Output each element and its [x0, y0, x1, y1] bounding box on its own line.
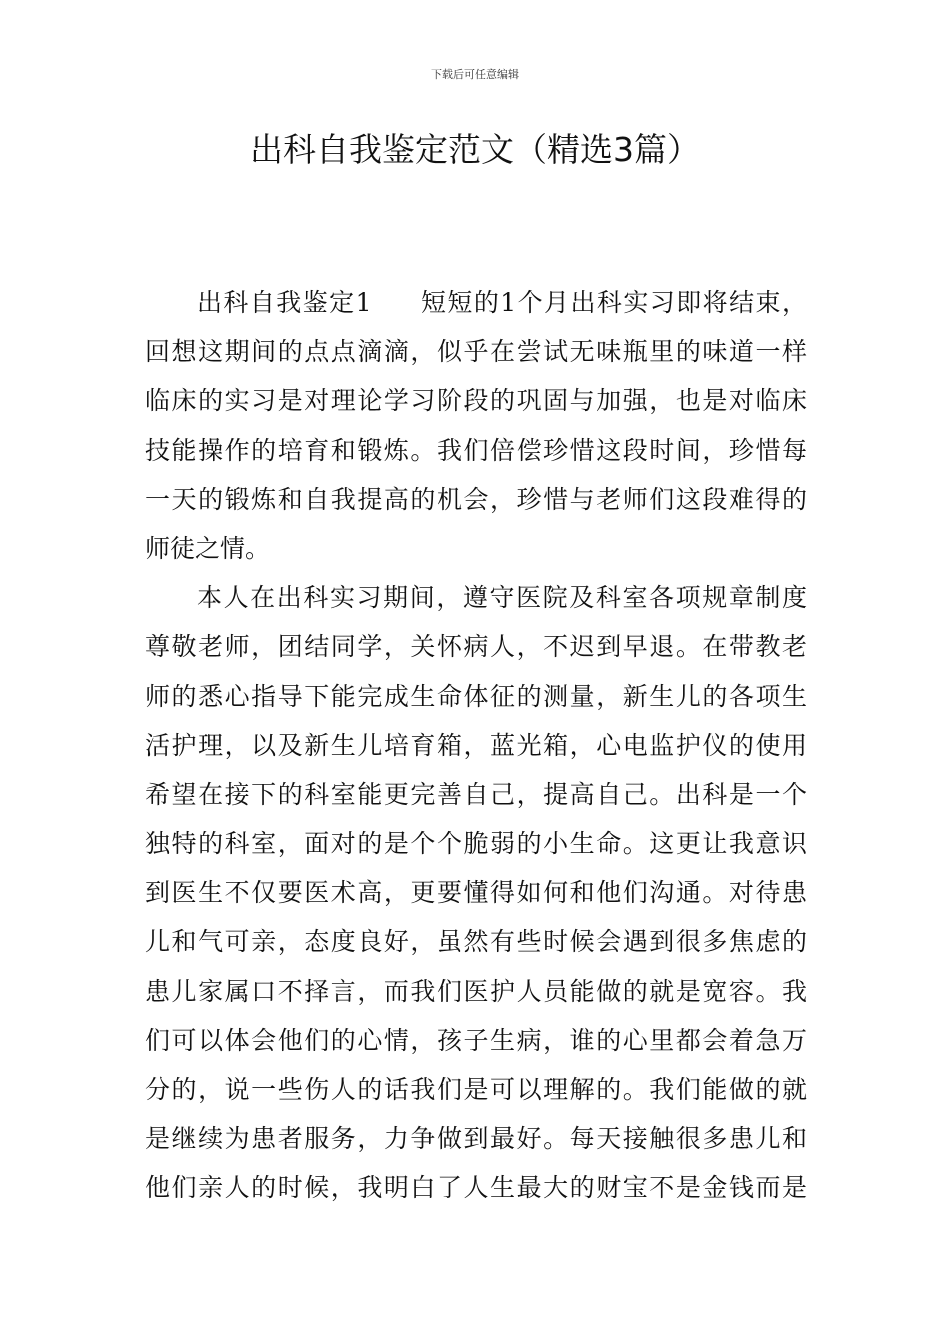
- paragraph-line: 回想这期间的点点滴滴，似乎在尝试无味瓶里的味道一样: [145, 337, 807, 367]
- paragraph-line: 独特的科室，面对的是个个脆弱的小生命。这更让我意识: [145, 829, 807, 859]
- paragraph-text: 短短的1个月出科实习即将结束，: [419, 288, 807, 317]
- paragraph-line: [145, 278, 807, 327]
- section-heading: 出科自我鉴定1: [197, 288, 372, 317]
- paragraph-line: 一天的锻炼和自我提高的机会，珍惜与老师们这段难得的: [145, 484, 807, 514]
- document-title: 出科自我鉴定范文（精选3篇）: [250, 130, 700, 169]
- paragraph-line: 尊敬老师，团结同学，关怀病人，不迟到早退。在带教老: [145, 632, 807, 662]
- paragraph-line: 临床的实习是对理论学习阶段的巩固与加强，也是对临床: [145, 386, 807, 416]
- paragraph-line: 分的，说一些伤人的话我们是可以理解的。我们能做的就: [145, 1075, 807, 1104]
- paragraph-line: 是继续为患者服务，力争做到最好。每天接触很多患儿和: [145, 1124, 807, 1154]
- paragraph-line: 患儿家属口不择言，而我们医护人员能做的就是宽容。我: [145, 976, 807, 1006]
- paragraph-line: 师徒之情。: [145, 533, 271, 563]
- header-note: 下载后可任意编辑: [431, 68, 519, 81]
- paragraph-line: 师的悉心指导下能完成生命体征的测量，新生儿的各项生: [145, 681, 807, 711]
- paragraph-line: 活护理，以及新生儿培育箱，蓝光箱，心电监护仪的使用: [145, 730, 807, 760]
- paragraph-line: 本人在出科实习期间，遵守医院及科室各项规章制度: [197, 583, 807, 613]
- paragraph-line: 技能操作的培育和锻炼。我们倍偿珍惜这段时间，珍惜每: [145, 435, 807, 465]
- paragraph-line: 儿和气可亲，态度良好，虽然有些时候会遇到很多焦虑的: [145, 927, 807, 957]
- paragraph-line: 希望在接下的科室能更完善自己，提高自己。出科是一个: [145, 779, 807, 809]
- paragraph-line: 到医生不仅要医术高，更要懂得如何和他们沟通。对待患: [145, 878, 807, 908]
- document-body: [145, 278, 807, 1213]
- paragraph-line: 们可以体会他们的心情，孩子生病，谁的心里都会着急万: [145, 1025, 807, 1055]
- paragraph-line: 他们亲人的时候，我明白了人生最大的财宝不是金钱而是: [145, 1173, 807, 1203]
